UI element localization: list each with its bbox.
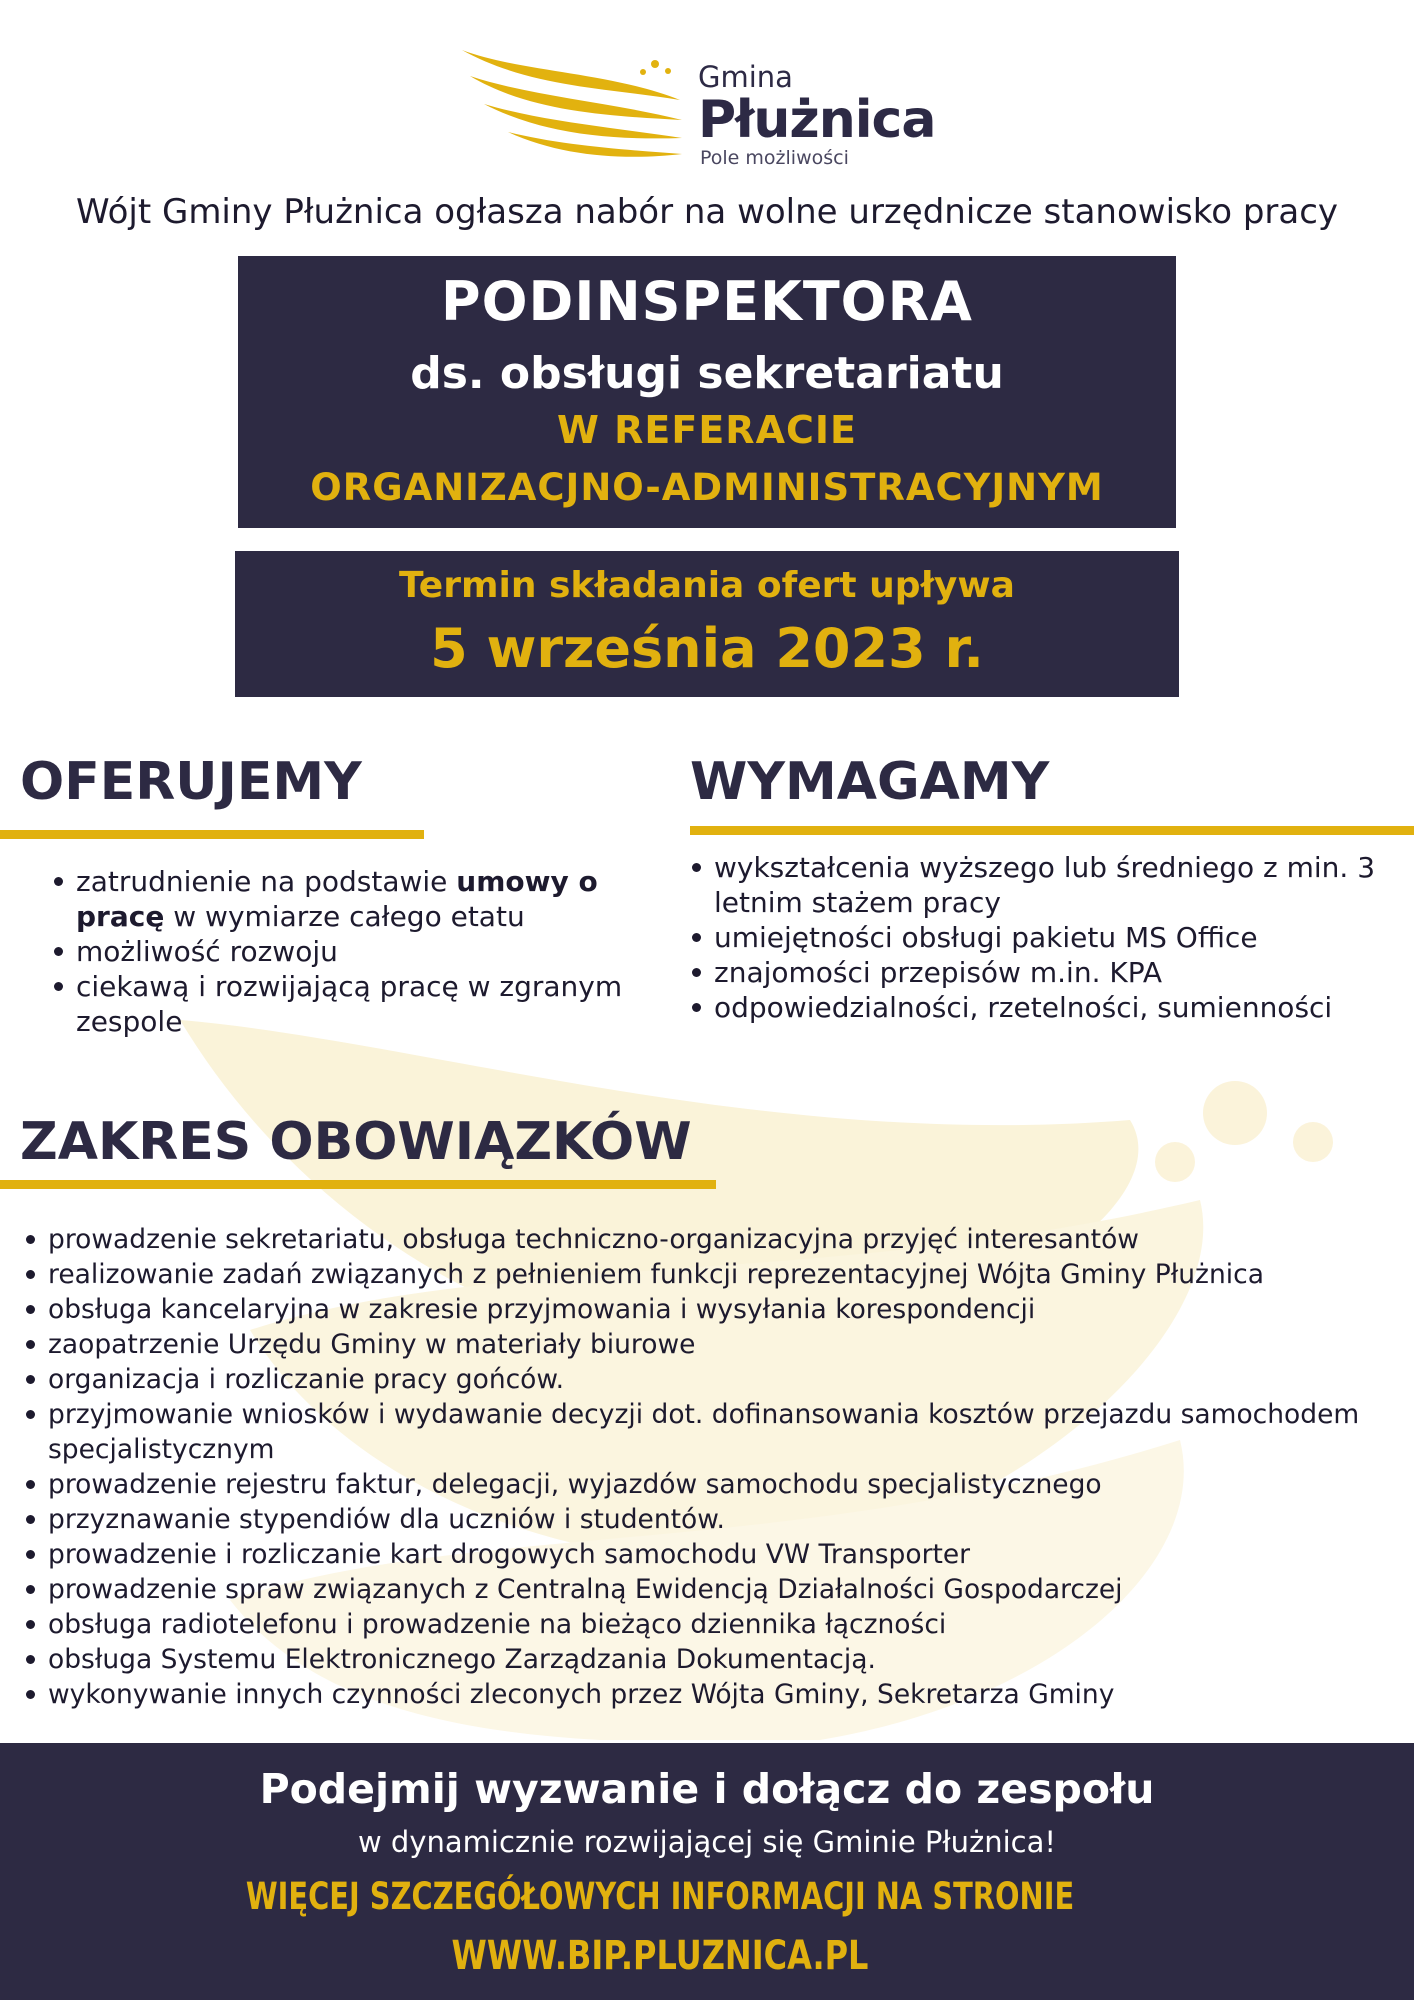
list-item: obsługa kancelaryjna w zakresie przyjmowania i wysyłania korespondencji [22, 1292, 1412, 1327]
list-item: odpowiedzialności, rzetelności, sumienności [688, 990, 1408, 1025]
list-item: zatrudnienie na podstawie umowy o pracę w wymiarze całego etatu [50, 864, 670, 934]
footer-url-link[interactable]: WWW.BIP.PLUZNICA.PL [451, 1933, 869, 1979]
list-item: zaopatrzenie Urzędu Gminy w materiały biurowe [22, 1327, 1412, 1362]
list-item: ciekawą i rozwijającą pracę w zgranym zespole [50, 969, 670, 1039]
position-title-box [238, 256, 1176, 528]
logo-line1: Gmina [698, 60, 793, 94]
list-item: prowadzenie rejestru faktur, delegacji, wyjazdów samochodu specjalistycznego [22, 1467, 1412, 1502]
list-item: organizacja i rozliczanie pracy gońców. [22, 1362, 1412, 1397]
gmina-logo [460, 42, 960, 177]
deadline-date: 5 września 2023 r. [430, 617, 984, 680]
deadline-label: Termin składania ofert upływa [399, 565, 1015, 606]
requirements-list [688, 850, 1408, 1025]
duties-list [22, 1222, 1412, 1712]
department-line1: W REFERACIE [557, 408, 857, 452]
duties-heading: ZAKRES OBOWIĄZKÓW [20, 1112, 692, 1172]
list-item: przyjmowanie wniosków i wydawanie decyzji dot. dofinansowania kosztów przejazdu samochodem specjalistycznym [22, 1397, 1412, 1467]
deadline-box [235, 551, 1179, 697]
offer-list [50, 864, 670, 1039]
list-item: obsługa Systemu Elektronicznego Zarządzania Dokumentacją. [22, 1642, 1412, 1677]
footer-subline: w dynamicznie rozwijającej się Gminie Płużnica! [358, 1825, 1056, 1859]
list-item: realizowanie zadań związanych z pełnieniem funkcji reprezentacyjnej Wójta Gminy Płużnica [22, 1257, 1412, 1292]
list-item: wykonywanie innych czynności zleconych przez Wójta Gminy, Sekretarza Gminy [22, 1677, 1412, 1712]
offer-heading: OFERUJEMY [20, 752, 362, 812]
list-item: przyznawanie stypendiów dla uczniów i studentów. [22, 1502, 1412, 1537]
position-subtitle: ds. obsługi sekretariatu [410, 348, 1004, 399]
duties-underline [0, 1180, 716, 1189]
logo-line2: Płużnica [698, 90, 936, 150]
list-item: wykształcenia wyższego lub średniego z min. 3 letnim stażem pracy [688, 850, 1408, 920]
list-item: prowadzenie sekretariatu, obsługa techniczno-organizacyjna przyjęć interesantów [22, 1222, 1412, 1257]
footer-banner [0, 1743, 1414, 2000]
logo-wings-icon [460, 42, 690, 172]
list-item: obsługa radiotelefonu i prowadzenie na bieżąco dziennika łączności [22, 1607, 1412, 1642]
footer-headline: Podejmij wyzwanie i dołącz do zespołu [259, 1765, 1155, 1813]
offer-underline [0, 830, 424, 839]
list-item: znajomości przepisów m.in. KPA [688, 955, 1408, 990]
position-title: PODINSPEKTORA [441, 270, 973, 333]
list-item: prowadzenie spraw związanych z Centralną Ewidencją Działalności Gospodarczej [22, 1572, 1412, 1607]
requirements-underline [690, 826, 1414, 835]
list-item: umiejętności obsługi pakietu MS Office [688, 920, 1408, 955]
list-item: prowadzenie i rozliczanie kart drogowych samochodu VW Transporter [22, 1537, 1412, 1572]
department-line2: ORGANIZACJNO-ADMINISTRACYJNYM [310, 466, 1104, 509]
logo-tagline: Pole możliwości [700, 147, 849, 169]
list-item: możliwość rozwoju [50, 934, 670, 969]
announcement-text: Wójt Gminy Płużnica ogłasza nabór na wolne urzędnicze stanowisko pracy [75, 192, 1339, 232]
footer-more-info: WIĘCEJ SZCZEGÓŁOWYCH INFORMACJI NA STRONIE [245, 1875, 1075, 1918]
requirements-heading: WYMAGAMY [690, 752, 1050, 812]
